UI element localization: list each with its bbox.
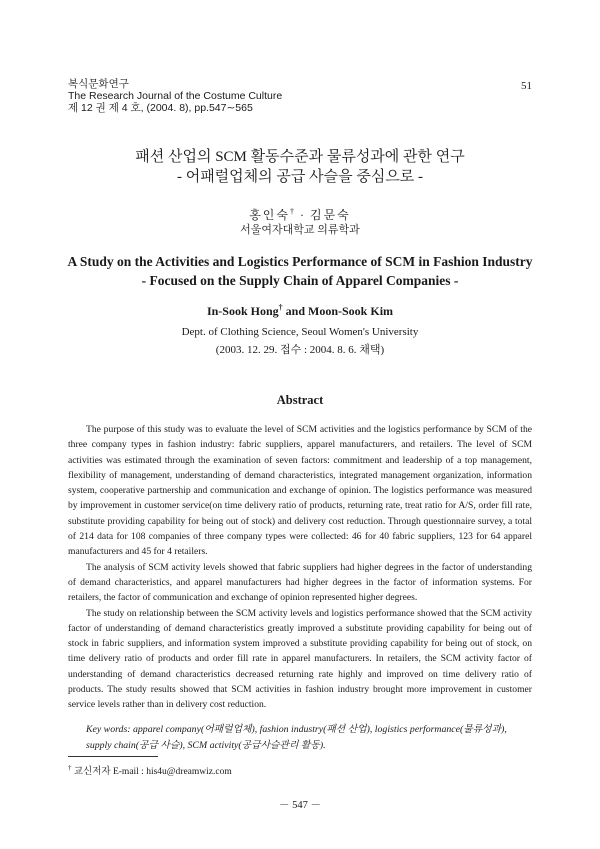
title-english-line2: - Focused on the Supply Chain of Apparel Companies - xyxy=(141,273,459,288)
keywords xyxy=(86,722,532,754)
page-number-top: 51 xyxy=(521,80,532,92)
affiliation-english xyxy=(0,323,600,359)
title-korean-line1: 패션 산업의 SCM 활동수준과 물류성과에 관한 연구 xyxy=(135,149,465,165)
dagger-mark-en: † xyxy=(278,303,283,312)
abstract-body xyxy=(68,422,532,713)
author1-ko: 홍인숙 xyxy=(249,208,290,222)
abstract-paragraph: The analysis of SCM activity levels showed that fabric suppliers had higher degrees in the factor of understanding of demand characteristics, and apparel manufacturers had higher degrees in the factor of information systems. For retailers, the factor of communication and exchange of opinion represented higher degrees. xyxy=(68,561,532,604)
title-english xyxy=(0,252,600,290)
affiliation-korean: 서울여자대학교 의류학과 xyxy=(240,224,360,236)
journal-name-en: The Research Journal of the Costume Culture xyxy=(68,90,283,102)
author1-en: In-Sook Hong xyxy=(206,304,279,318)
author2-ko: 김문숙 xyxy=(310,208,351,222)
abstract-paragraph: The study on relationship between the SCM activity levels and logistics performance showed that the SCM activity factor of understanding of demand characteristics greatly improved a substitute providing capability for being out of stock in fabric suppliers, and information system improved a substitute providing capability for being out of stock, on time delivery ratio of products and order fill rate in apparel manufacturers. In retailers, the SCM activity factor of understanding of demand characteristics decreased returning rate highly and improved on time delivery ratio of products. The study results showed that SCM activities in fashion industry brought more improvement in customer service levels rather than in delivery cost reduction. xyxy=(68,607,532,711)
journal-volume: 제 12 권 제 4 호, (2004. 8), pp.547∼565 xyxy=(68,102,253,114)
journal-name-ko: 복식문화연구 xyxy=(68,78,129,90)
footnote xyxy=(68,763,232,777)
title-english-line1: A Study on the Activities and Logistics Performance of SCM in Fashion Industry xyxy=(67,254,533,269)
footnote-dagger: † xyxy=(68,763,72,772)
footnote-text: 교신저자 E-mail : his4u@dreamwiz.com xyxy=(73,767,232,777)
authors-english xyxy=(0,303,600,319)
title-korean xyxy=(0,147,600,187)
footnote-divider xyxy=(68,756,158,757)
abstract-heading: Abstract xyxy=(276,393,324,407)
keywords-label: Key words: xyxy=(86,724,131,735)
dagger-mark: † xyxy=(290,207,296,216)
journal-header xyxy=(68,78,282,114)
author-conjunction: and xyxy=(285,304,306,318)
affiliation-english-text: Dept. of Clothing Science, Seoul Women's University xyxy=(181,326,419,338)
author-separator: · xyxy=(300,208,306,222)
title-korean-line2: - 어패럴업체의 공급 사슬을 중심으로 - xyxy=(176,169,424,185)
keywords-text: apparel company(어패럴업체), fashion industry(패션 산업), logistics performance(물류성과), supply chain(공급 사슬), SCM activity(공급사슬관리 활동). xyxy=(86,724,507,751)
page-footer-number: － 547 － xyxy=(279,800,321,811)
abstract-paragraph: The purpose of this study was to evaluate the level of SCM activities and the logistics performance by SCM of the three company types in fashion industry: fabric suppliers, apparel manufacturers, and retailers. The level of SCM activities was estimated through the examination of seven factors: commitment and leadership of a top management, flexibility of management, understanding of demand characteristics, integrated management organization, information system, cooperative partnership and communication and exchange of opinion. The logistics performance was measured by improvement in customer service(on time delivery ratio of products, returning rate, treat ratio for A/S, order fill rate, substitute providing capability for being out of stock) and delivery cost reduction. Through questionnaire survey, a total of 214 data for 108 companies of three company types were collected: 46 for 40 fabric suppliers, 123 for 64 apparel manufacturers and 45 for 4 retailers. xyxy=(68,424,532,558)
author2-en: Moon-Sook Kim xyxy=(308,304,394,318)
submission-dates: (2003. 12. 29. 접수 : 2004. 8. 6. 채택) xyxy=(215,344,385,356)
